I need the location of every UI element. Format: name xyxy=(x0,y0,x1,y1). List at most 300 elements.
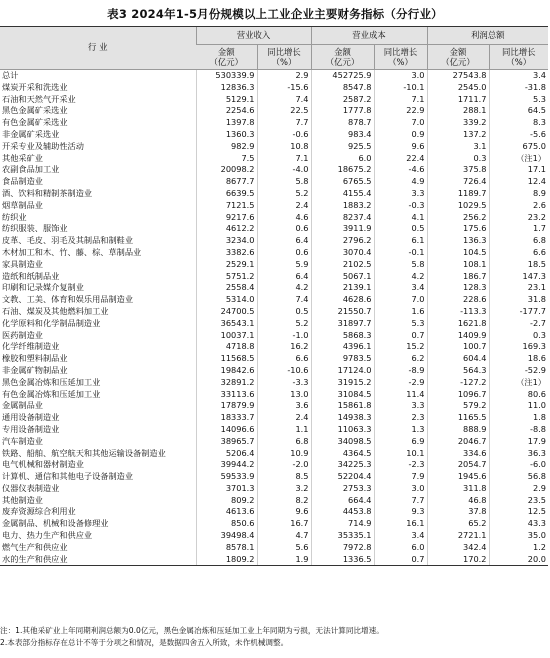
value-cell: 5.3 xyxy=(374,318,427,330)
value-cell: 6.9 xyxy=(374,436,427,448)
value-cell: 14938.3 xyxy=(311,412,374,424)
value-cell: 1809.2 xyxy=(196,554,257,566)
value-cell: 11568.5 xyxy=(196,353,257,365)
value-cell: 1.6 xyxy=(374,306,427,318)
value-cell: 9.6 xyxy=(374,141,427,153)
value-cell: 43.3 xyxy=(489,518,548,530)
value-cell: 0.5 xyxy=(374,223,427,235)
value-cell: 3.4 xyxy=(489,70,548,82)
value-cell: 288.1 xyxy=(427,105,489,117)
table-row xyxy=(0,94,548,106)
industry-name: 文教、工美、体育和娱乐用品制造业 xyxy=(2,294,134,305)
value-cell: 4.2 xyxy=(257,282,311,294)
value-cell: 3911.9 xyxy=(311,223,374,235)
table-row xyxy=(0,483,548,495)
value-cell: 20098.2 xyxy=(196,164,257,176)
value-cell: 128.3 xyxy=(427,282,489,294)
industry-name: 金属制品、机械和设备修理业 xyxy=(2,518,109,529)
industry-name: 铁路、船舶、航空航天和其他运输设备制造业 xyxy=(2,447,166,458)
value-cell: 5314.0 xyxy=(196,294,257,306)
value-cell: -3.3 xyxy=(257,377,311,389)
value-cell: 1.2 xyxy=(489,542,548,554)
value-cell: 1945.6 xyxy=(427,471,489,483)
table-row xyxy=(0,235,548,247)
table-row xyxy=(0,153,548,165)
growth-header: 同比增长 （%） xyxy=(489,45,548,70)
value-cell: 6.1 xyxy=(374,235,427,247)
value-cell: 1711.7 xyxy=(427,94,489,106)
value-cell: 1189.7 xyxy=(427,188,489,200)
value-cell: 80.6 xyxy=(489,389,548,401)
table-row xyxy=(0,542,548,554)
table-row xyxy=(0,518,548,530)
value-cell: 579.2 xyxy=(427,400,489,412)
value-cell: 375.8 xyxy=(427,164,489,176)
value-cell: 4718.8 xyxy=(196,341,257,353)
value-cell: 8578.1 xyxy=(196,542,257,554)
industry-name: 水的生产和供应业 xyxy=(0,554,196,566)
industry-name: 电力、热力生产和供应业 xyxy=(2,530,93,541)
value-cell: -5.6 xyxy=(489,129,548,141)
value-cell: 35335.1 xyxy=(311,530,374,542)
value-cell: 925.5 xyxy=(311,141,374,153)
value-cell: 10.1 xyxy=(374,448,427,460)
value-cell: 3.4 xyxy=(374,282,427,294)
value-cell: 22.9 xyxy=(374,105,427,117)
industry-name: 有色金属冶炼和压延加工业 xyxy=(2,388,101,399)
value-cell: 4613.6 xyxy=(196,506,257,518)
value-cell: 4364.5 xyxy=(311,448,374,460)
industry-name: 专用设备制造业 xyxy=(2,423,60,434)
value-cell: 2721.1 xyxy=(427,530,489,542)
value-cell: 23.5 xyxy=(489,495,548,507)
value-cell: -8.9 xyxy=(374,365,427,377)
industry-name: 黑色金属冶炼和压延加工业 xyxy=(2,376,101,387)
value-cell: 23.2 xyxy=(489,212,548,224)
value-cell: 18.6 xyxy=(489,353,548,365)
value-cell: 20.0 xyxy=(489,554,548,566)
table-row xyxy=(0,471,548,483)
value-cell: 1397.8 xyxy=(196,117,257,129)
value-cell: 22.4 xyxy=(374,153,427,165)
value-cell: 3.0 xyxy=(374,483,427,495)
table-row xyxy=(0,70,548,82)
value-cell: 18333.7 xyxy=(196,412,257,424)
value-cell: 136.3 xyxy=(427,235,489,247)
value-cell: 878.7 xyxy=(311,117,374,129)
value-cell: 2139.1 xyxy=(311,282,374,294)
value-cell: 5067.1 xyxy=(311,271,374,283)
value-cell: 0.7 xyxy=(374,554,427,566)
table-row xyxy=(0,223,548,235)
value-cell: 17.9 xyxy=(489,436,548,448)
value-cell: 3.1 xyxy=(427,141,489,153)
table-row xyxy=(0,330,548,342)
value-cell: 1165.5 xyxy=(427,412,489,424)
value-cell: 7.5 xyxy=(196,153,257,165)
value-cell: 18675.2 xyxy=(311,164,374,176)
value-cell: 39944.2 xyxy=(196,459,257,471)
value-cell: 34098.5 xyxy=(311,436,374,448)
table-row xyxy=(0,412,548,424)
value-cell: 6.2 xyxy=(374,353,427,365)
value-cell: 7.0 xyxy=(374,294,427,306)
industry-name: 通用设备制造业 xyxy=(2,412,60,423)
value-cell: 7972.8 xyxy=(311,542,374,554)
value-cell: 3070.4 xyxy=(311,247,374,259)
value-cell: 2.6 xyxy=(489,200,548,212)
table-row xyxy=(0,365,548,377)
value-cell: -8.8 xyxy=(489,424,548,436)
value-cell: 2.9 xyxy=(257,70,311,82)
table-row xyxy=(0,377,548,389)
value-cell: 31084.5 xyxy=(311,389,374,401)
table-row xyxy=(0,188,548,200)
value-cell: 0.6 xyxy=(257,223,311,235)
value-cell: 27543.8 xyxy=(427,70,489,82)
industry-name: 汽车制造业 xyxy=(2,435,43,446)
value-cell: 982.9 xyxy=(196,141,257,153)
industry-name: 煤炭开采和洗选业 xyxy=(2,81,68,92)
value-cell: 1336.5 xyxy=(311,554,374,566)
value-cell: -31.8 xyxy=(489,82,548,94)
value-cell: 21550.7 xyxy=(311,306,374,318)
value-cell: 1.9 xyxy=(257,554,311,566)
value-cell: 5.9 xyxy=(257,259,311,271)
value-cell: 1.8 xyxy=(489,412,548,424)
industry-name: 农副食品加工业 xyxy=(2,164,60,175)
table-row xyxy=(0,82,548,94)
value-cell: -0.3 xyxy=(374,200,427,212)
value-cell: 46.8 xyxy=(427,495,489,507)
value-cell: 6.6 xyxy=(257,353,311,365)
industry-name: 石油和天然气开采业 xyxy=(2,93,76,104)
value-cell: 32891.2 xyxy=(196,377,257,389)
footnotes xyxy=(0,625,550,649)
value-cell: -2.3 xyxy=(374,459,427,471)
value-cell: 3.6 xyxy=(257,400,311,412)
table-title: 表3 2024年1-5月份规模以上工业企业主要财务指标（分行业） xyxy=(107,7,443,21)
value-cell: 65.2 xyxy=(427,518,489,530)
table-row xyxy=(0,341,548,353)
value-cell: 4628.6 xyxy=(311,294,374,306)
table-row xyxy=(0,318,548,330)
value-cell: 6.8 xyxy=(257,436,311,448)
value-cell: 1777.8 xyxy=(311,105,374,117)
value-cell: 10.8 xyxy=(257,141,311,153)
value-cell: 4.7 xyxy=(257,530,311,542)
industry-name: 医药制造业 xyxy=(2,329,43,340)
value-cell: 714.9 xyxy=(311,518,374,530)
value-cell: -0.1 xyxy=(374,247,427,259)
table-row xyxy=(0,259,548,271)
value-cell: 137.2 xyxy=(427,129,489,141)
value-cell: 38965.7 xyxy=(196,436,257,448)
value-cell: 104.5 xyxy=(427,247,489,259)
industry-name: 非金属矿物制品业 xyxy=(2,364,68,375)
table-row xyxy=(0,459,548,471)
table-row xyxy=(0,436,548,448)
value-cell: 726.4 xyxy=(427,176,489,188)
value-cell: 8.5 xyxy=(257,471,311,483)
industry-name: 黑色金属矿采选业 xyxy=(2,105,68,116)
value-cell: 7121.5 xyxy=(196,200,257,212)
value-cell: 37.8 xyxy=(427,506,489,518)
value-cell: 0.5 xyxy=(257,306,311,318)
value-cell: 5.6 xyxy=(257,542,311,554)
value-cell: -10.1 xyxy=(374,82,427,94)
industry-name: 废弃资源综合利用业 xyxy=(2,506,76,517)
value-cell: -52.9 xyxy=(489,365,548,377)
value-cell: 2254.6 xyxy=(196,105,257,117)
value-cell: 2.9 xyxy=(489,483,548,495)
value-cell: -0.6 xyxy=(257,129,311,141)
industry-name: 橡胶和塑料制品业 xyxy=(2,353,68,364)
value-cell: 35.0 xyxy=(489,530,548,542)
value-cell: 1.7 xyxy=(489,223,548,235)
footnote-2: 2.本表部分指标存在总计不等于分项之和情况，是数据四舍五入所致，未作机械调整。 xyxy=(0,638,289,647)
table-row xyxy=(0,495,548,507)
value-cell: 19842.6 xyxy=(196,365,257,377)
value-cell: （注1） xyxy=(489,153,548,165)
value-cell: 256.2 xyxy=(427,212,489,224)
value-cell: 9.6 xyxy=(257,506,311,518)
value-cell: 12.5 xyxy=(489,506,548,518)
value-cell: 4.1 xyxy=(374,212,427,224)
table-row xyxy=(0,141,548,153)
industry-name: 总计 xyxy=(2,70,19,80)
value-cell: -4.0 xyxy=(257,164,311,176)
value-cell: 31.8 xyxy=(489,294,548,306)
value-cell: 7.9 xyxy=(374,471,427,483)
value-cell: 10037.1 xyxy=(196,330,257,342)
value-cell: 452725.9 xyxy=(311,70,374,82)
value-cell: 564.3 xyxy=(427,365,489,377)
value-cell: （注1） xyxy=(489,377,548,389)
value-cell: 2587.2 xyxy=(311,94,374,106)
value-cell: 311.8 xyxy=(427,483,489,495)
value-cell: 0.3 xyxy=(489,330,548,342)
value-cell: 6.8 xyxy=(489,235,548,247)
value-cell: 0.9 xyxy=(374,129,427,141)
value-cell: 8.9 xyxy=(489,188,548,200)
value-cell: -4.6 xyxy=(374,164,427,176)
table-row xyxy=(0,353,548,365)
value-cell: -1.0 xyxy=(257,330,311,342)
value-cell: 15.2 xyxy=(374,341,427,353)
value-cell: -15.6 xyxy=(257,82,311,94)
industry-name: 计算机、通信和其他电子设备制造业 xyxy=(2,471,134,482)
industry-header: 行 业 xyxy=(0,27,196,70)
value-cell: 530339.9 xyxy=(196,70,257,82)
value-cell: 342.4 xyxy=(427,542,489,554)
industry-name: 其他制造业 xyxy=(2,494,43,505)
header-row-groups xyxy=(0,27,548,45)
industry-name: 木材加工和木、竹、藤、棕、草制品业 xyxy=(2,246,142,257)
value-cell: 15861.8 xyxy=(311,400,374,412)
value-cell: 17.1 xyxy=(489,164,548,176)
value-cell: 34225.3 xyxy=(311,459,374,471)
value-cell: 1621.8 xyxy=(427,318,489,330)
industry-name: 开采专业及辅助性活动 xyxy=(2,140,84,151)
value-cell: 12836.3 xyxy=(196,82,257,94)
value-cell: 5.2 xyxy=(257,188,311,200)
value-cell: 12.4 xyxy=(489,176,548,188)
value-cell: 8237.4 xyxy=(311,212,374,224)
value-cell: 2054.7 xyxy=(427,459,489,471)
table-row xyxy=(0,247,548,259)
value-cell: 31897.7 xyxy=(311,318,374,330)
value-cell: 64.5 xyxy=(489,105,548,117)
value-cell: 3.3 xyxy=(374,400,427,412)
value-cell: -113.3 xyxy=(427,306,489,318)
value-cell: 6765.5 xyxy=(311,176,374,188)
value-cell: 5.8 xyxy=(257,176,311,188)
value-cell: 7.1 xyxy=(374,94,427,106)
table-row xyxy=(0,424,548,436)
value-cell: 17124.0 xyxy=(311,365,374,377)
table-row xyxy=(0,282,548,294)
value-cell: 33113.6 xyxy=(196,389,257,401)
value-cell: 5129.1 xyxy=(196,94,257,106)
value-cell: 1883.2 xyxy=(311,200,374,212)
value-cell: 888.9 xyxy=(427,424,489,436)
value-cell: 4453.8 xyxy=(311,506,374,518)
value-cell: 7.4 xyxy=(257,94,311,106)
value-cell: 809.2 xyxy=(196,495,257,507)
table-row xyxy=(0,306,548,318)
table-row xyxy=(0,271,548,283)
value-cell: 3701.3 xyxy=(196,483,257,495)
industry-name: 造纸和纸制品业 xyxy=(2,270,60,281)
industry-name: 酒、饮料和精制茶制造业 xyxy=(2,187,93,198)
value-cell: 1096.7 xyxy=(427,389,489,401)
financial-indicators-table xyxy=(0,26,548,566)
value-cell: 0.3 xyxy=(427,153,489,165)
value-cell: 2.4 xyxy=(257,412,311,424)
value-cell: 22.5 xyxy=(257,105,311,117)
value-cell: 2545.0 xyxy=(427,82,489,94)
industry-name: 印刷和记录媒介复制业 xyxy=(2,282,84,293)
value-cell: 2753.3 xyxy=(311,483,374,495)
growth-header: 同比增长 （%） xyxy=(374,45,427,70)
value-cell: 8677.7 xyxy=(196,176,257,188)
value-cell: 31915.2 xyxy=(311,377,374,389)
industry-name: 化学原料和化学制品制造业 xyxy=(2,317,101,328)
value-cell: 675.0 xyxy=(489,141,548,153)
value-cell: 664.4 xyxy=(311,495,374,507)
value-cell: 169.3 xyxy=(489,341,548,353)
value-cell: -2.9 xyxy=(374,377,427,389)
value-cell: 8.3 xyxy=(489,117,548,129)
value-cell: 4.9 xyxy=(374,176,427,188)
table-row xyxy=(0,294,548,306)
value-cell: 850.6 xyxy=(196,518,257,530)
value-cell: 100.7 xyxy=(427,341,489,353)
value-cell: 11.4 xyxy=(374,389,427,401)
table-row xyxy=(0,389,548,401)
value-cell: 108.1 xyxy=(427,259,489,271)
value-cell: 4396.1 xyxy=(311,341,374,353)
value-cell: 175.6 xyxy=(427,223,489,235)
industry-name: 金属制品业 xyxy=(2,400,43,411)
value-cell: 6.0 xyxy=(311,153,374,165)
value-cell: 1.3 xyxy=(374,424,427,436)
value-cell: 7.1 xyxy=(257,153,311,165)
value-cell: 9.3 xyxy=(374,506,427,518)
value-cell: 6.4 xyxy=(257,235,311,247)
value-cell: 36.3 xyxy=(489,448,548,460)
value-cell: 5.2 xyxy=(257,318,311,330)
amount-header: 金额 （亿元） xyxy=(196,45,257,70)
industry-name: 烟草制品业 xyxy=(2,199,43,210)
value-cell: 1409.9 xyxy=(427,330,489,342)
value-cell: 5751.2 xyxy=(196,271,257,283)
value-cell: 5.8 xyxy=(374,259,427,271)
value-cell: 4612.2 xyxy=(196,223,257,235)
industry-name: 家具制造业 xyxy=(2,258,43,269)
value-cell: 4.6 xyxy=(257,212,311,224)
value-cell: 334.6 xyxy=(427,448,489,460)
amount-header: 金额 （亿元） xyxy=(311,45,374,70)
value-cell: 3.3 xyxy=(374,188,427,200)
value-cell: 2046.7 xyxy=(427,436,489,448)
value-cell: 6.4 xyxy=(257,271,311,283)
value-cell: 17879.9 xyxy=(196,400,257,412)
table-row xyxy=(0,554,548,566)
value-cell: 4.2 xyxy=(374,271,427,283)
footnote-1: 注：1.其他采矿业上年同期利润总额为0.0亿元，黑色金属冶炼和压延加工业上年同期为亏损，无法计算同比增速。 xyxy=(0,626,384,635)
table-row xyxy=(0,448,548,460)
value-cell: 13.0 xyxy=(257,389,311,401)
industry-name: 皮革、毛皮、羽毛及其制品和制鞋业 xyxy=(2,235,134,246)
value-cell: 6.6 xyxy=(489,247,548,259)
industry-name: 电气机械和器材制造业 xyxy=(2,459,84,470)
value-cell: -127.2 xyxy=(427,377,489,389)
value-cell: 147.3 xyxy=(489,271,548,283)
value-cell: 7.4 xyxy=(257,294,311,306)
value-cell: -2.7 xyxy=(489,318,548,330)
industry-name: 纺织服装、服饰业 xyxy=(2,223,68,234)
value-cell: 3.4 xyxy=(374,530,427,542)
value-cell: 11063.3 xyxy=(311,424,374,436)
industry-name: 石油、煤炭及其他燃料加工业 xyxy=(2,305,109,316)
amount-header: 金额 （亿元） xyxy=(427,45,489,70)
value-cell: 52204.4 xyxy=(311,471,374,483)
value-cell: 11.0 xyxy=(489,400,548,412)
value-cell: 5.3 xyxy=(489,94,548,106)
industry-name: 仪器仪表制造业 xyxy=(2,482,60,493)
value-cell: 23.1 xyxy=(489,282,548,294)
value-cell: 3.0 xyxy=(374,70,427,82)
industry-name: 化学纤维制造业 xyxy=(2,341,60,352)
profit-header: 利润总额 xyxy=(427,27,548,45)
value-cell: -177.7 xyxy=(489,306,548,318)
industry-name: 食品制造业 xyxy=(2,176,43,187)
value-cell: 9217.6 xyxy=(196,212,257,224)
industry-name: 有色金属矿采选业 xyxy=(2,117,68,128)
value-cell: -2.0 xyxy=(257,459,311,471)
value-cell: 2529.1 xyxy=(196,259,257,271)
value-cell: 983.4 xyxy=(311,129,374,141)
value-cell: 16.1 xyxy=(374,518,427,530)
table-row xyxy=(0,200,548,212)
value-cell: -6.0 xyxy=(489,459,548,471)
table-row xyxy=(0,176,548,188)
value-cell: 24700.5 xyxy=(196,306,257,318)
value-cell: 56.8 xyxy=(489,471,548,483)
value-cell: 6639.5 xyxy=(196,188,257,200)
